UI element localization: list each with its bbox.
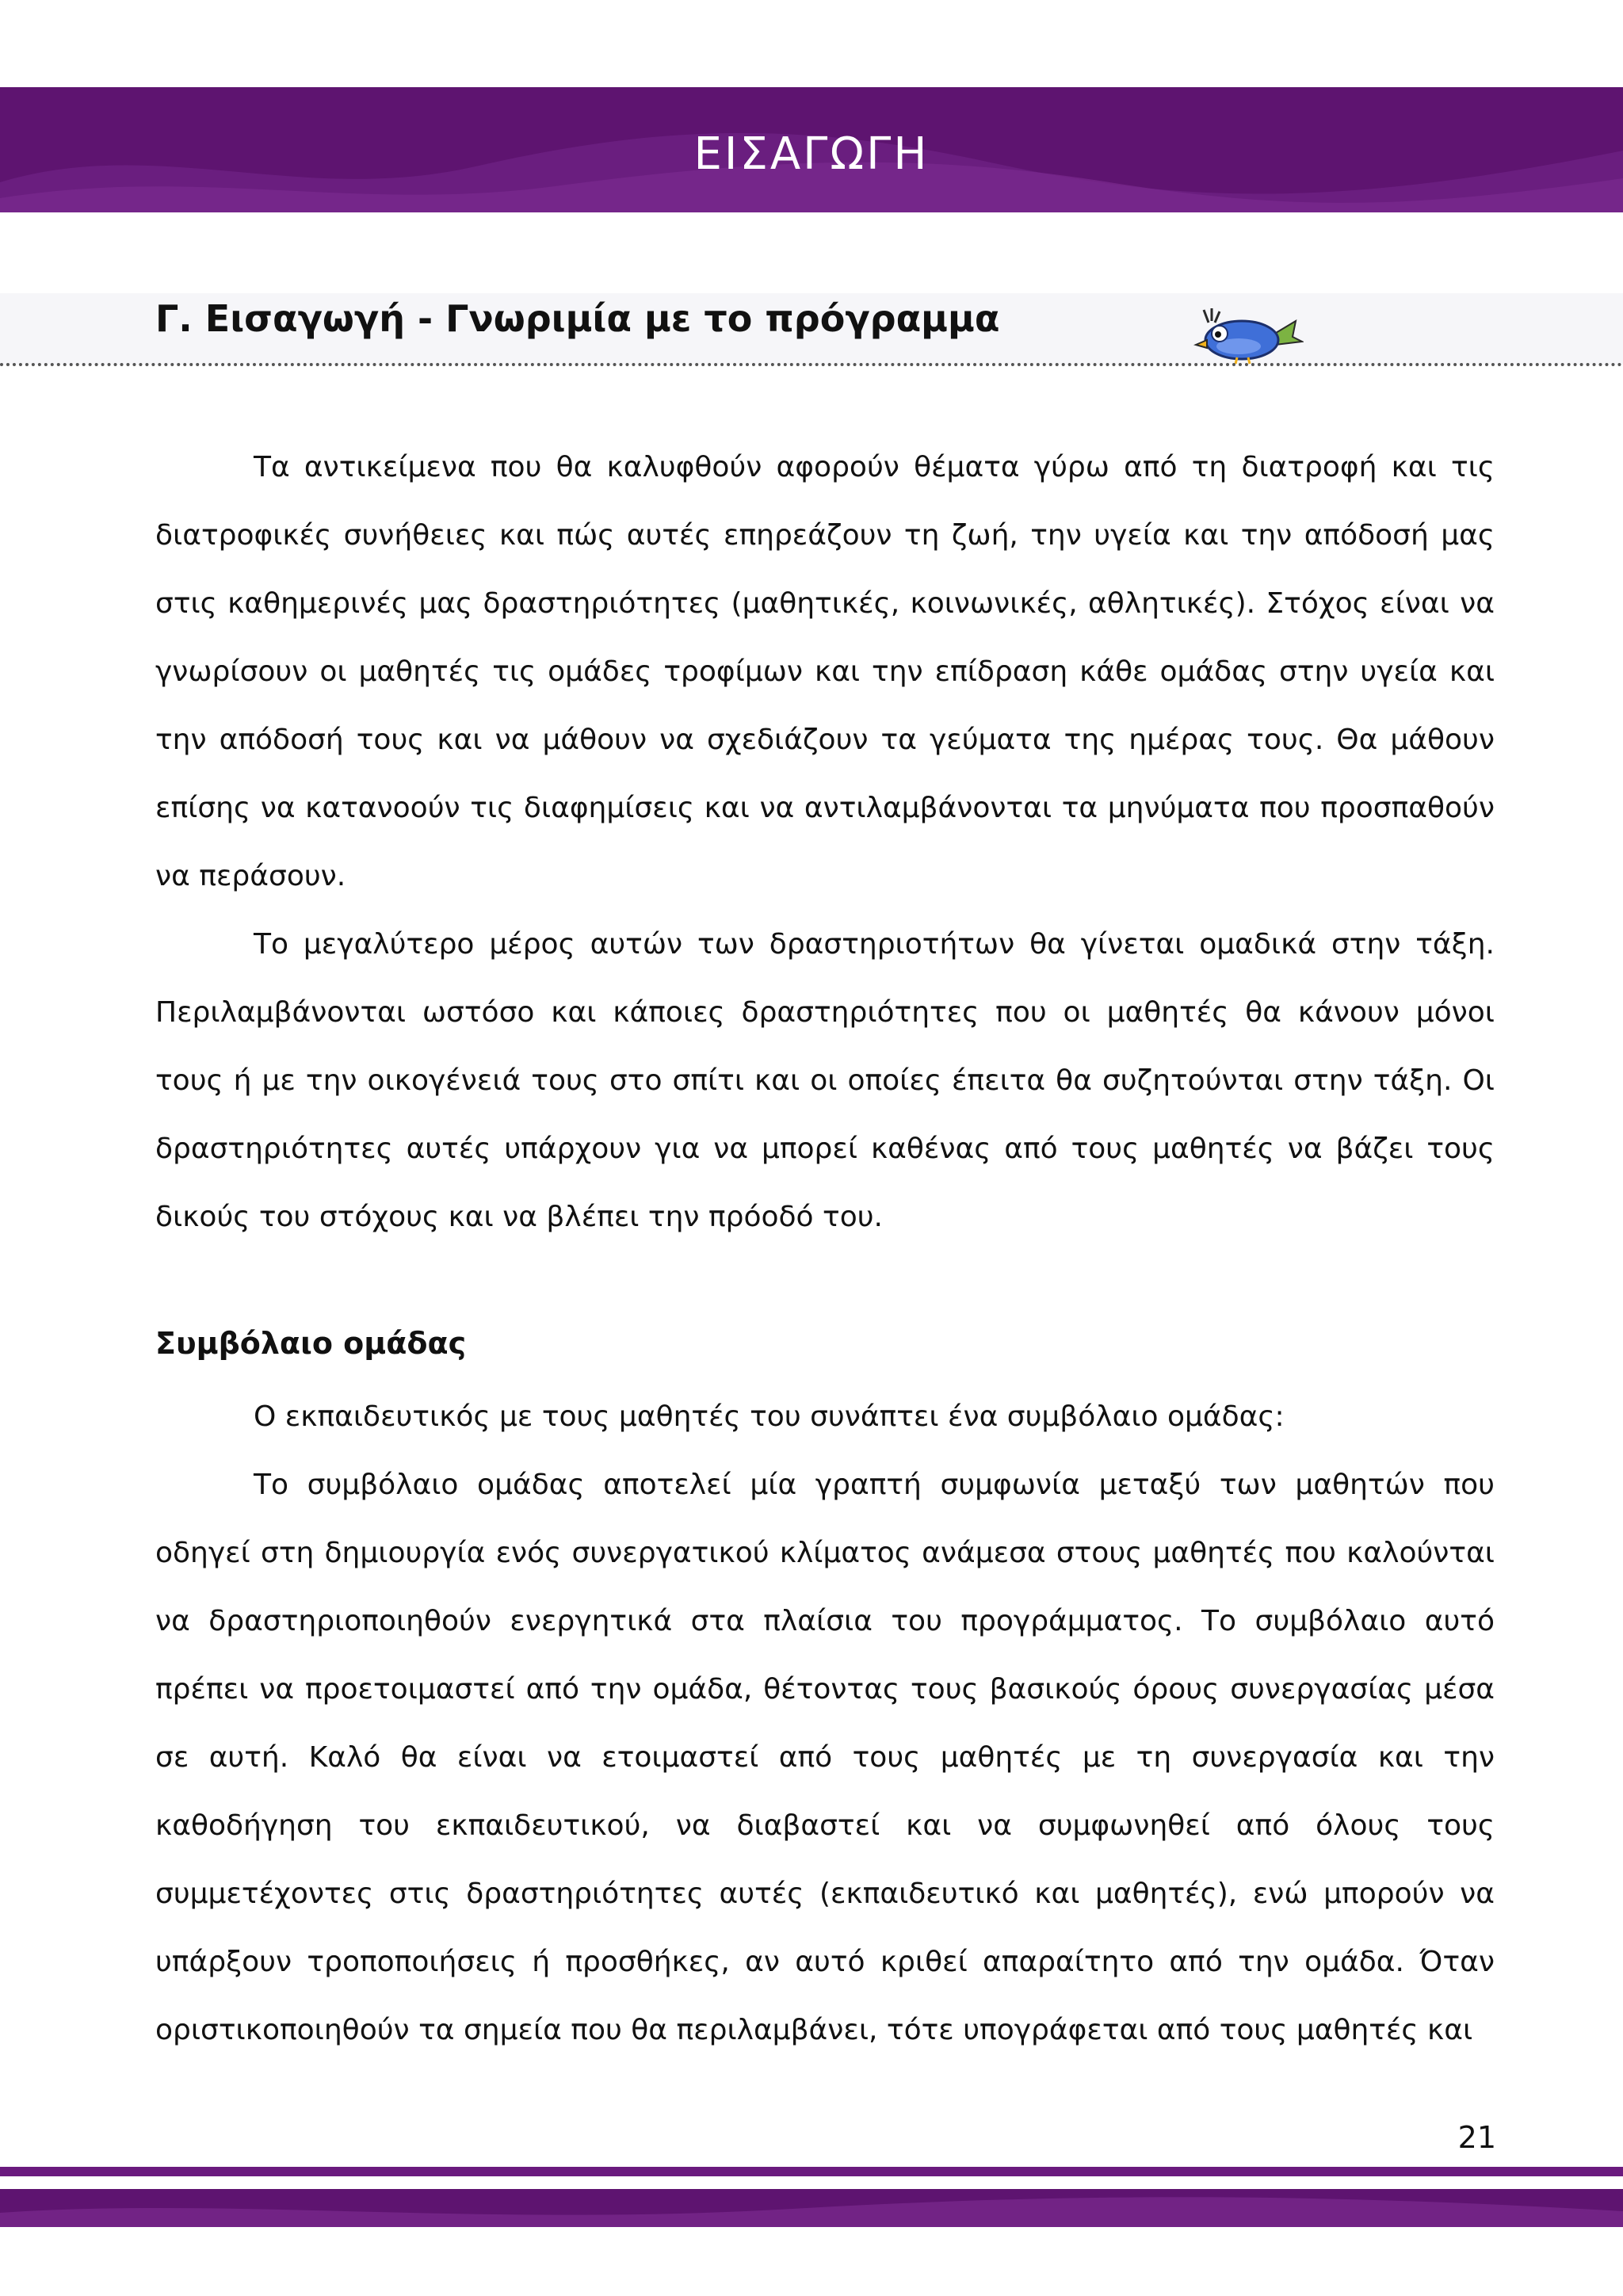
paragraph-activities: Το μεγαλύτερο μέρος αυτών των δραστηριοτήτων θα γίνεται ομαδικά στην τάξη. Περιλαμβάνονται ωστόσο και κάποιες δραστηριότητες που οι μαθητές θα κάνουν μόνοι τους ή με την οικογένειά τους στο σπίτι και οι οποίες έπειτα θα συζητούνται στην τάξη. Οι δραστηριότητες αυτές υπάρχουν για να μπορεί καθένας από τους μαθητές να βάζει τους δικούς του στόχους και να βλέπει την πρόοδό του. <box>155 928 1495 1233</box>
paragraph-intro-topics: Τα αντικείμενα που θα καλυφθούν αφορούν θέματα γύρω από τη διατροφή και τις διατροφικές συνήθειες και πώς αυτές επηρεάζουν τη ζωή, την υγεία και την απόδοσή μας στις καθημερινές μας δραστηριότητες (μαθητικές, κοινωνικές, αθλητικές). Στόχος είναι να γνωρίσουν οι μαθητές τις ομάδες τροφίμων και την επίδραση κάθε ομάδας στην υγεία και την απόδοσή τους και να μάθουν να σχεδιάζουν τα γεύματα της ημέρας τους. Θα μάθουν επίσης να κατανοούν τις διαφημίσεις και να αντιλαμβάνονται τα μηνύματα που προσπαθούν να περάσουν. <box>155 451 1495 892</box>
blue-bird-icon <box>1193 305 1304 365</box>
section-divider <box>0 363 1623 366</box>
footer-wave-decoration <box>0 2189 1623 2227</box>
header-banner <box>0 87 1623 212</box>
subsection-heading: Συμβόλαιο ομάδας <box>155 1326 467 1361</box>
page-number: 21 <box>1457 2120 1496 2155</box>
chapter-title: ΕΙΣΑΓΩΓΗ <box>693 128 930 180</box>
footer-stripe <box>0 2167 1623 2176</box>
section-heading: Γ. Εισαγωγή - Γνωριμία με το πρόγραμμα <box>155 297 1000 340</box>
paragraph-contract-intro: Ο εκπαιδευτικός με τους μαθητές του συνάπτει ένα συμβόλαιο ομάδας: <box>254 1400 1285 1433</box>
footer-band <box>0 2189 1623 2227</box>
paragraph-contract-description: Το συμβόλαιο ομάδας αποτελεί μία γραπτή συμφωνία μεταξύ των μαθητών που οδηγεί στη δημιουργία ενός συνεργατικού κλίματος ανάμεσα στους μαθητές που καλούνται να δραστηριοποιηθούν ενεργητικά στα πλαίσια του προγράμματος. Το συμβόλαιο αυτό πρέπει να προετοιμαστεί από την ομάδα, θέτοντας τους βασικούς όρους συνεργασίας μέσα σε αυτή. Καλό θα είναι να ετοιμαστεί από τους μαθητές με τη συνεργασία και την καθοδήγηση του εκπαιδευτικού, να διαβαστεί και να συμφωνηθεί από όλους τους συμμετέχοντες στις δραστηριότητες αυτές (εκπαιδευτικό και μαθητές), ενώ μπορούν να υπάρξουν τροποποιήσεις ή προσθήκες, αν αυτό κριθεί απαραίτητο από την ομάδα. Όταν οριστικοποιηθούν τα σημεία που θα περιλαμβάνει, τότε υπογράφεται από τους μαθητές και <box>155 1469 1495 2046</box>
